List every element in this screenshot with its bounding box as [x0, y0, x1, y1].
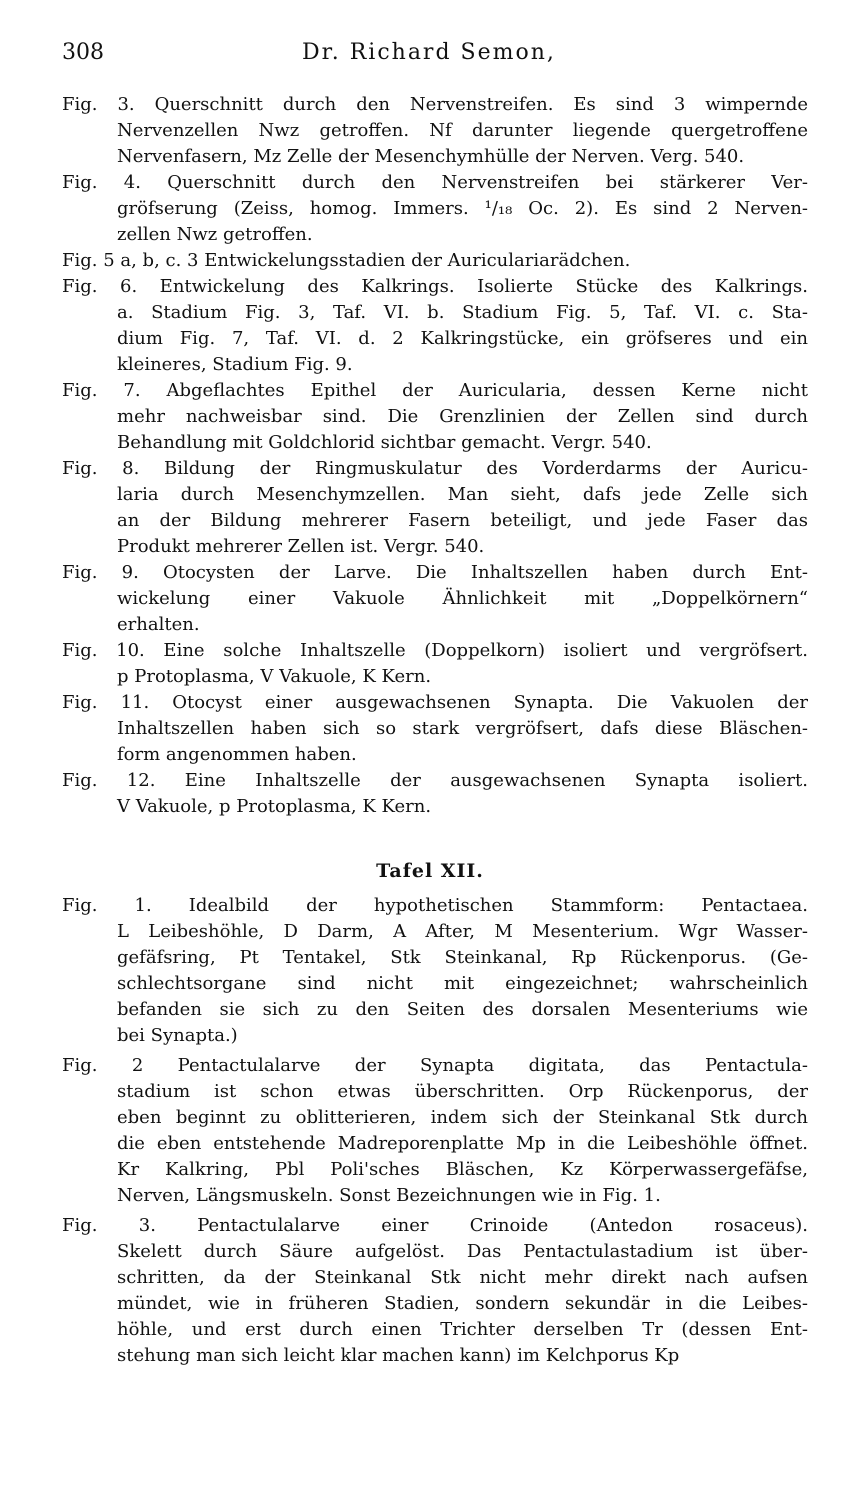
- caption-line: gröfserung (Zeiss, homog. Immers. ¹/₁₈ Oc. 2). Es sind 2 Nerven-: [117, 198, 808, 219]
- caption-line: stehung man sich leicht klar machen kann) im Kelchporus Kp: [117, 1345, 680, 1366]
- figure-caption: [62, 768, 808, 820]
- caption-line: Nervenzellen Nwz getroffen. Nf darunter liegende quergetroffene: [117, 120, 808, 141]
- caption-line: Nervenfasern, Mz Zelle der Mesenchymhülle der Nerven. Verg. 540.: [117, 146, 745, 167]
- caption-line: a. Stadium Fig. 3, Taf. VI. b. Stadium Fig. 5, Taf. VI. c. Sta-: [117, 302, 808, 323]
- page-number: 308: [62, 40, 104, 65]
- figure-caption: [62, 690, 808, 768]
- caption-line: Fig. 8. Bildung der Ringmuskulatur des Vorderdarms der Auricu-: [62, 458, 808, 479]
- caption-line: Fig. 5 a, b, c. 3 Entwickelungsstadien der Auriculariarädchen.: [62, 250, 631, 271]
- caption-line: Fig. 3. Querschnitt durch den Nervenstreifen. Es sind 3 wimpernde: [62, 94, 808, 115]
- figure-caption: [62, 92, 808, 170]
- caption-line: schritten, da der Steinkanal Stk nicht mehr direkt nach aufsen: [117, 1267, 808, 1288]
- caption-line: mehr nachweisbar sind. Die Grenzlinien der Zellen sind durch: [117, 406, 808, 427]
- caption-line: V Vakuole, p Protoplasma, K Kern.: [117, 796, 432, 817]
- caption-line: Produkt mehrerer Zellen ist. Vergr. 540.: [117, 536, 485, 557]
- caption-line: wickelung einer Vakuole Ähnlichkeit mit „Doppelkörnern“: [117, 588, 808, 609]
- caption-line: stadium ist schon etwas überschritten. Orp Rückenporus, der: [117, 1081, 808, 1102]
- caption-line: Fig. 4. Querschnitt durch den Nervenstreifen bei stärkerer Ver-: [62, 172, 808, 193]
- figure-caption: [62, 378, 808, 456]
- caption-line: Fig. 2 Pentactulalarve der Synapta digitata, das Pentactula-: [62, 1055, 808, 1076]
- caption-line: Kr Kalkring, Pbl Poli'sches Bläschen, Kz Körperwassergefäfse,: [117, 1159, 808, 1180]
- figure-caption: [62, 456, 808, 560]
- caption-line: schlechtsorgane sind nicht mit eingezeichnet; wahrscheinlich: [117, 973, 808, 994]
- caption-line: p Protoplasma, V Vakuole, K Kern.: [117, 666, 432, 687]
- page-header: [62, 40, 810, 70]
- running-head: Dr. Richard Semon,: [302, 40, 556, 65]
- caption-line: erhalten.: [117, 614, 200, 635]
- caption-line: laria durch Mesenchymzellen. Man sieht, dafs jede Zelle sich: [117, 484, 808, 505]
- caption-line: Fig. 10. Eine solche Inhaltszelle (Doppelkorn) isoliert und vergröfsert.: [62, 640, 808, 661]
- figure-caption: [62, 274, 808, 378]
- figure-captions-section-1: [62, 92, 808, 820]
- caption-line: zellen Nwz getroffen.: [117, 224, 313, 245]
- figure-caption: [62, 1053, 808, 1209]
- caption-line: bei Synapta.): [117, 1025, 238, 1046]
- caption-line: eben beginnt zu oblitterieren, indem sich der Steinkanal Stk durch: [117, 1107, 808, 1128]
- figure-caption: [62, 1213, 808, 1369]
- caption-line: gefäfsring, Pt Tentakel, Stk Steinkanal, Rp Rückenporus. (Ge-: [117, 947, 808, 968]
- caption-line: Nerven, Längsmuskeln. Sonst Bezeichnungen wie in Fig. 1.: [117, 1185, 661, 1206]
- caption-line: Inhaltszellen haben sich so stark vergröfsert, dafs diese Bläschen-: [117, 718, 808, 739]
- caption-line: die eben entstehende Madreporenplatte Mp in die Leibeshöhle öffnet.: [117, 1133, 808, 1154]
- tafel-heading: Tafel XII.: [376, 860, 484, 882]
- caption-line: Fig. 7. Abgeflachtes Epithel der Auricularia, dessen Kerne nicht: [62, 380, 808, 401]
- caption-line: an der Bildung mehrerer Fasern beteiligt, und jede Faser das: [117, 510, 808, 531]
- caption-line: höhle, und erst durch einen Trichter derselben Tr (dessen Ent-: [117, 1319, 808, 1340]
- figure-captions-section-2: [62, 893, 808, 1369]
- caption-line: befanden sie sich zu den Seiten des dorsalen Mesenteriums wie: [117, 999, 808, 1020]
- figure-caption: [62, 638, 808, 690]
- figure-caption: [62, 170, 808, 248]
- caption-line: Skelett durch Säure aufgelöst. Das Pentactulastadium ist über-: [117, 1241, 808, 1262]
- caption-line: Fig. 12. Eine Inhaltszelle der ausgewachsenen Synapta isoliert.: [62, 770, 808, 791]
- caption-line: dium Fig. 7, Taf. VI. d. 2 Kalkringstücke, ein gröfseres und ein: [117, 328, 808, 349]
- figure-caption: [62, 560, 808, 638]
- figure-caption: [62, 893, 808, 1049]
- caption-line: Fig. 3. Pentactulalarve einer Crinoide (Antedon rosaceus).: [62, 1215, 808, 1236]
- caption-line: kleineres, Stadium Fig. 9.: [117, 354, 353, 375]
- caption-line: mündet, wie in früheren Stadien, sondern sekundär in die Leibes-: [117, 1293, 808, 1314]
- caption-line: Fig. 1. Idealbild der hypothetischen Stammform: Pentactaea.: [62, 895, 808, 916]
- caption-line: Fig. 6. Entwickelung des Kalkrings. Isolierte Stücke des Kalkrings.: [62, 276, 808, 297]
- caption-line: form angenommen haben.: [117, 744, 357, 765]
- caption-line: L Leibeshöhle, D Darm, A After, M Mesenterium. Wgr Wasser-: [117, 921, 808, 942]
- figure-caption: [62, 248, 808, 274]
- caption-line: Fig. 11. Otocyst einer ausgewachsenen Synapta. Die Vakuolen der: [62, 692, 808, 713]
- caption-line: Fig. 9. Otocysten der Larve. Die Inhaltszellen haben durch Ent-: [62, 562, 808, 583]
- caption-line: Behandlung mit Goldchlorid sichtbar gemacht. Vergr. 540.: [117, 432, 652, 453]
